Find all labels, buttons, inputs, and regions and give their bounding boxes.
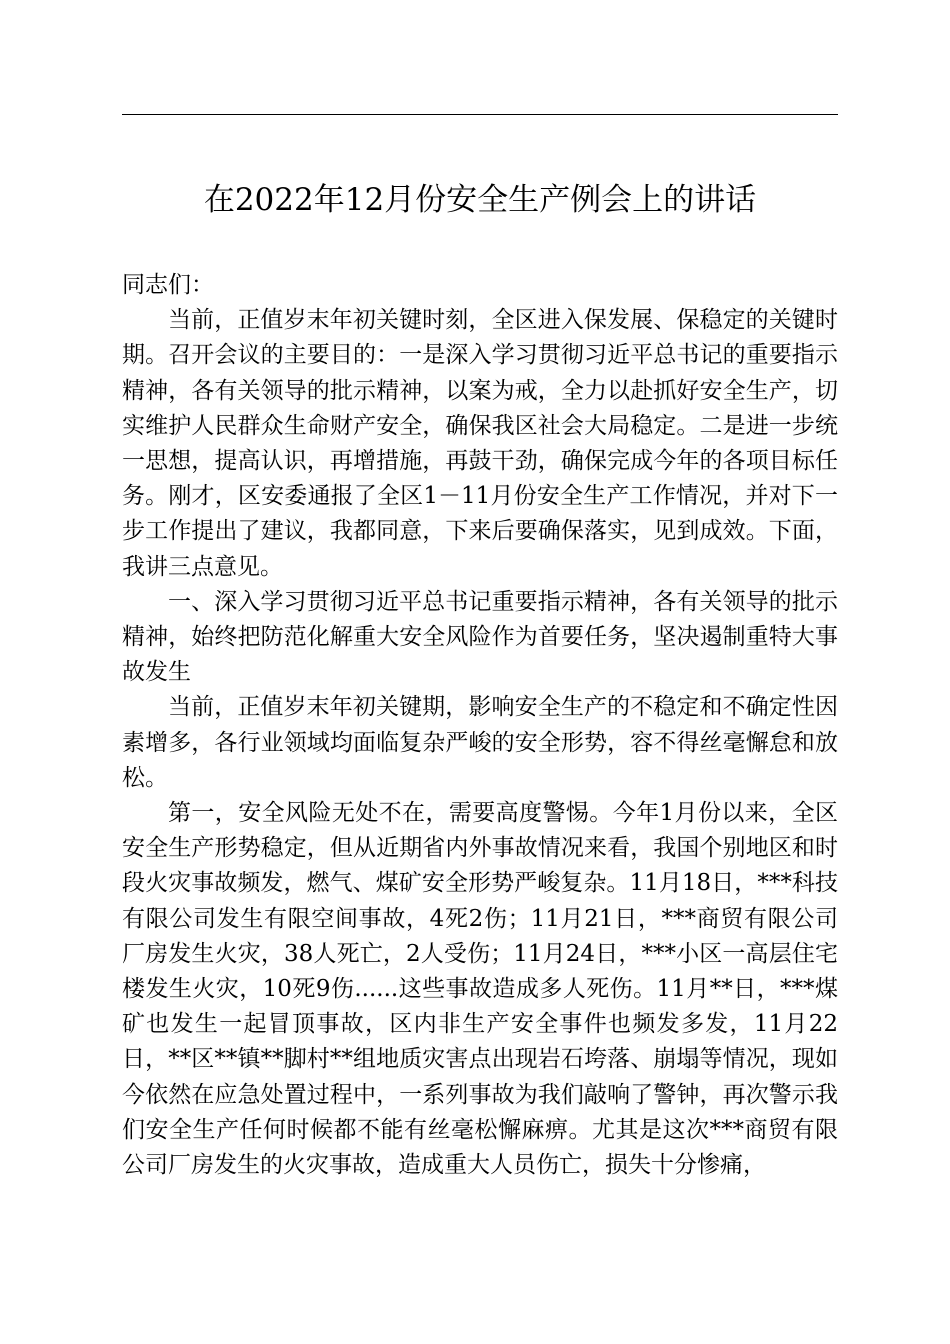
document-title: 在2022年12月份安全生产例会上的讲话 (203, 182, 757, 218)
section-heading-1: 一、深入学习贯彻习近平总书记重要指示精神，各有关领导的批示精神，始终把防范化解重大安全风险作为首要任务，坚决遏制重特大事故发生 (122, 588, 838, 686)
salutation: 同志们： (122, 272, 214, 298)
paragraph-first-point: 第一，安全风险无处不在，需要高度警惕。今年1月份以来，全区安全生产形势稳定，但从近期省内外事故情况来看，我国个别地区和时段火灾事故频发，燃气、煤矿安全形势严峻复杂。11月18日，***科技有限公司发生有限空间事故，4死2伤；11月21日，***商贸有限公司厂房发生火灾，38人死亡，2人受伤；11月24日，***小区一高层住宅楼发生火灾，10死9伤......这些事故造成多人死伤。11月**日，***煤矿也发生一起冒顶事故，区内非生产安全事件也频发多发，11月22日，**区**镇**脚村**组地质灾害点出现岩石垮落、崩塌等情况，现如今依然在应急处置过程中，一系列事故为我们敲响了警钟，再次警示我们安全生产任何时候都不能有丝毫松懈麻痹。尤其是这次***商贸有限公司厂房发生的火灾事故，造成重大人员伤亡，损失十分惨痛， (122, 800, 838, 1179)
paragraph-intro: 当前，正值岁末年初关键时刻，全区进入保发展、保稳定的关键时期。召开会议的主要目的：一是深入学习贯彻习近平总书记的重要指示精神，各有关领导的批示精神，以案为戒，全力以赴抓好安全生产，切实维护人民群众生命财产安全，确保我区社会大局稳定。二是进一步统一思想，提高认识，再增措施，再鼓干劲，确保完成今年的各项目标任务。刚才，区安委通报了全区1－11月份安全生产工作情况，并对下一步工作提出了建议，我都同意，下来后要确保落实，见到成效。下面，我讲三点意见。 (122, 307, 838, 580)
paragraph-situation: 当前，正值岁末年初关键期，影响安全生产的不稳定和不确定性因素增多，各行业领域均面临复杂严峻的安全形势，容不得丝毫懈怠和放松。 (122, 694, 838, 791)
document-body (122, 268, 838, 1183)
header-rule (122, 114, 838, 115)
